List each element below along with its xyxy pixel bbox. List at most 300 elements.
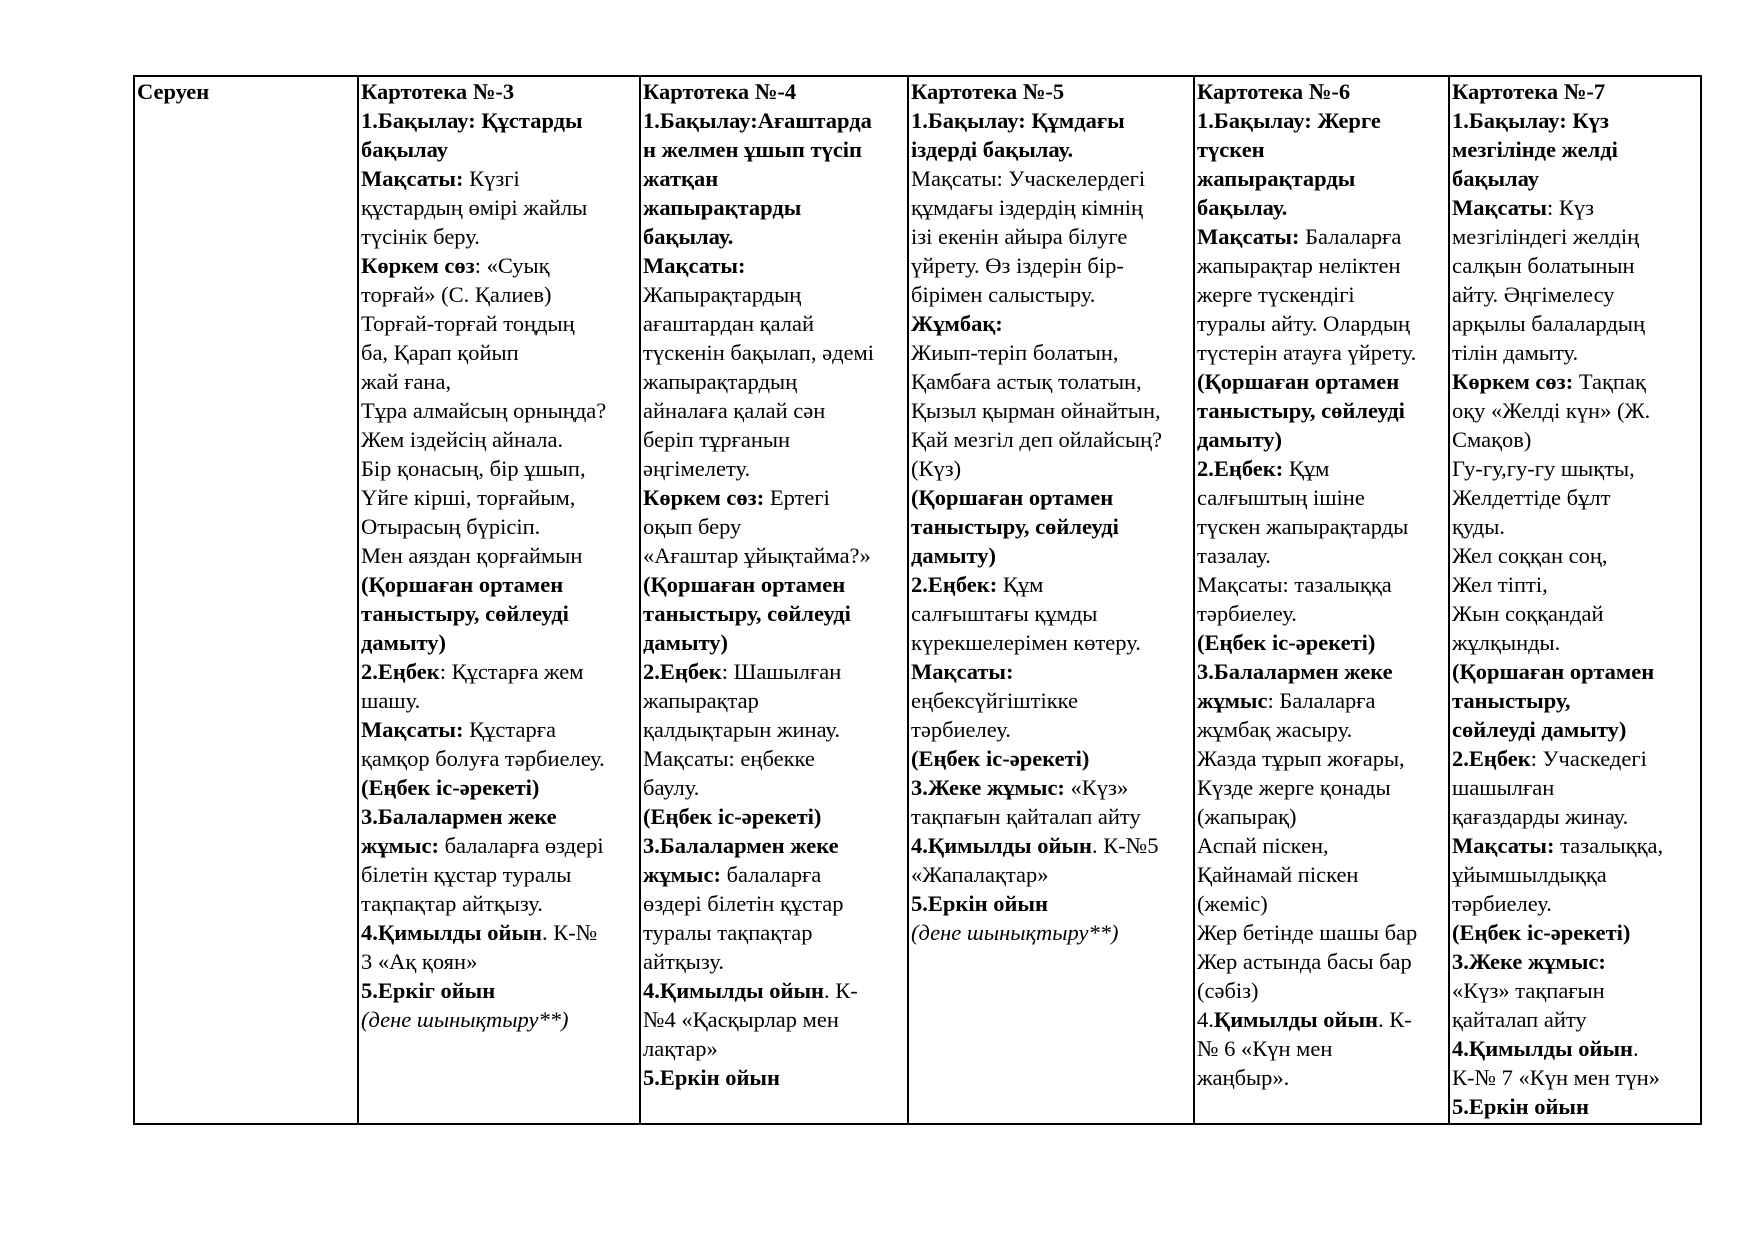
text-segment: 4.Қимылды ойын [361, 920, 542, 945]
text-segment: 5.Еркін ойын [1452, 1094, 1589, 1119]
text-segment: : Шашылған [721, 659, 842, 684]
text-segment: : Құстарға жем [439, 659, 584, 684]
text-line [1452, 860, 1698, 889]
text-line [911, 193, 1191, 222]
text-segment: қағаздарды жинау. [1452, 804, 1629, 829]
text-line [1452, 222, 1698, 251]
text-line [643, 947, 905, 976]
text-segment: салқын болатынын [1452, 253, 1635, 278]
text-line [643, 77, 905, 106]
text-line [911, 512, 1191, 541]
cell-col-5 [908, 76, 1194, 1124]
text-line [911, 599, 1191, 628]
text-segment: (Күз) [911, 456, 962, 481]
text-segment: Картотека №-6 [1197, 79, 1351, 104]
text-line [911, 396, 1191, 425]
text-line [1197, 164, 1446, 193]
text-line [1197, 744, 1446, 773]
text-segment: Мақсаты: тазалыққа [1197, 572, 1392, 597]
text-segment: Жел соққан соң, [1452, 543, 1608, 568]
text-segment: Жел тіпті, [1452, 572, 1548, 597]
text-line [1452, 686, 1698, 715]
text-line [643, 1063, 905, 1092]
text-line [1197, 309, 1446, 338]
text-segment: оқу «Желді күн» (Ж. [1452, 398, 1651, 423]
text-segment: (Қоршаған ортамен [1197, 369, 1400, 394]
text-line [1452, 1063, 1698, 1092]
text-line [911, 657, 1191, 686]
text-segment: Жазда тұрып жоғары, [1197, 746, 1405, 771]
text-line [1197, 773, 1446, 802]
text-line [1452, 976, 1698, 1005]
text-segment: арқылы балалардың [1452, 311, 1646, 336]
text-line [1197, 483, 1446, 512]
text-line [643, 860, 905, 889]
text-line [361, 483, 637, 512]
text-line [361, 570, 637, 599]
text-line [361, 338, 637, 367]
text-line [1197, 657, 1446, 686]
text-segment: түскен жапырақтарды [1197, 514, 1409, 539]
text-line [643, 976, 905, 1005]
text-line [643, 541, 905, 570]
text-segment: қуды. [1452, 514, 1505, 539]
text-line [361, 541, 637, 570]
text-segment: (Еңбек іс-әрекеті) [1197, 630, 1376, 655]
text-segment: 3.Балалармен жеке [1197, 659, 1393, 684]
text-segment: шашу. [361, 688, 421, 713]
text-segment: мезгіліндегі желдің [1452, 224, 1640, 249]
text-segment: беріп тұрғанын [643, 427, 791, 452]
text-segment: ба, Қарап қойып [361, 340, 519, 365]
text-segment: н желмен ұшып түсіп [643, 137, 863, 162]
text-segment: Мақсаты: [1452, 833, 1561, 858]
text-segment: (Қоршаған ортамен [911, 485, 1114, 510]
text-segment: туралы тақпақтар [643, 920, 813, 945]
text-segment: «Күз» тақпағын [1452, 978, 1605, 1003]
text-segment: Тұра алмайсың орныңда? [361, 398, 607, 423]
text-line [1452, 1005, 1698, 1034]
text-segment: Аспай піскен, [1197, 833, 1329, 858]
text-line [643, 193, 905, 222]
text-segment: жапырақтар неліктен [1197, 253, 1401, 278]
cell-col-7 [1449, 76, 1701, 1124]
text-segment: тәрбиелеу. [1452, 891, 1552, 916]
text-line [643, 1005, 905, 1034]
text-segment: 2.Еңбек [643, 659, 722, 684]
text-segment: «Ағаштар ұйықтайма?» [643, 543, 871, 568]
text-segment: Картотека №-7 [1452, 79, 1606, 104]
text-segment: Жер бетінде шашы бар [1197, 920, 1418, 945]
text-segment: 4.Қимылды ойын [1452, 1036, 1633, 1061]
text-segment: : Күз [1547, 195, 1595, 220]
text-line [1452, 77, 1698, 106]
text-segment: Картотека №-5 [911, 79, 1065, 104]
text-line [1197, 512, 1446, 541]
text-segment: Қай мезгіл деп ойлайсың? [911, 427, 1163, 452]
text-segment: түстерін атауға үйрету. [1197, 340, 1417, 365]
text-line [361, 860, 637, 889]
text-segment: үйрету. Өз іздерін бір- [911, 253, 1124, 278]
text-segment: балаларға [726, 862, 822, 887]
text-line [911, 425, 1191, 454]
text-line [1197, 106, 1446, 135]
table-row [134, 76, 1701, 1124]
text-segment: (жеміс) [1197, 891, 1268, 916]
text-segment: қайталап айту [1452, 1007, 1587, 1032]
text-line [643, 164, 905, 193]
text-line [1197, 425, 1446, 454]
row-header-label: Серуен [137, 79, 210, 104]
text-line [1452, 1092, 1698, 1121]
text-line [1452, 918, 1698, 947]
text-line [1197, 570, 1446, 599]
text-segment: №4 «Қасқырлар мен [643, 1007, 839, 1032]
text-segment: дамыту) [911, 543, 997, 568]
text-line [361, 425, 637, 454]
text-segment: айту. Әңгімелесу [1452, 282, 1615, 307]
text-line [643, 454, 905, 483]
text-segment: дамыту) [643, 630, 729, 655]
text-line [643, 744, 905, 773]
text-line [643, 367, 905, 396]
text-line [361, 396, 637, 425]
text-segment: түскенін бақылап, әдемі [643, 340, 874, 365]
text-segment: балаларға өздері [444, 833, 604, 858]
text-segment: күрекшелерімен көтеру. [911, 630, 1141, 655]
text-segment: К-№ 7 «Күн мен түн» [1452, 1065, 1660, 1090]
text-segment: 2.Еңбек [1452, 746, 1531, 771]
text-segment: лақтар» [643, 1036, 718, 1061]
text-segment: туралы айту. Олардың [1197, 311, 1411, 336]
text-segment: . К- [1378, 1007, 1412, 1032]
text-line [1197, 193, 1446, 222]
text-line [911, 483, 1191, 512]
text-segment: таныстыру, сөйлеуді [1197, 398, 1405, 423]
text-line [1197, 251, 1446, 280]
text-segment: тазалау. [1197, 543, 1271, 568]
text-segment: айтқызу. [643, 949, 724, 974]
text-line [911, 280, 1191, 309]
text-segment: Ертегі [769, 485, 830, 510]
text-line [361, 657, 637, 686]
text-segment: салғыштағы құмды [911, 601, 1098, 626]
text-line [361, 976, 637, 1005]
text-line [643, 802, 905, 831]
text-line [1452, 628, 1698, 657]
text-line [1452, 251, 1698, 280]
text-segment: сөйлеуді дамыту) [1452, 717, 1627, 742]
text-segment: жапырақтарды [1197, 166, 1356, 191]
text-line [1197, 715, 1446, 744]
text-segment: ұйымшылдыққа [1452, 862, 1607, 887]
text-line [361, 135, 637, 164]
text-line [1452, 309, 1698, 338]
text-line [361, 454, 637, 483]
text-line [643, 889, 905, 918]
text-line [361, 1005, 637, 1034]
text-segment: : Балаларға [1267, 688, 1376, 713]
text-segment: Көркем сөз: [1452, 369, 1579, 394]
text-line [911, 309, 1191, 338]
text-line [643, 251, 905, 280]
text-line [361, 715, 637, 744]
text-segment: тілін дамыту. [1452, 340, 1579, 365]
text-segment: түсінік беру. [361, 224, 480, 249]
text-segment: Отырасың бүрісіп. [361, 514, 541, 539]
text-line [361, 686, 637, 715]
text-segment: 1.Бақылау: Құстарды [361, 108, 583, 133]
text-line [361, 744, 637, 773]
text-segment: іздерді бақылау. [911, 137, 1074, 162]
text-segment: түскен [1197, 137, 1265, 162]
text-line [1197, 860, 1446, 889]
text-line [911, 773, 1191, 802]
text-segment: Күзгі [469, 166, 520, 191]
text-segment: Торғай-торғай тоңдың [361, 311, 575, 336]
text-line [1197, 802, 1446, 831]
text-segment: Жын соққандай [1452, 601, 1604, 626]
text-line [1452, 744, 1698, 773]
text-segment: білетін құстар туралы [361, 862, 572, 887]
text-segment: Қайнамай піскен [1197, 862, 1359, 887]
text-line [1452, 367, 1698, 396]
cell-col-6 [1194, 76, 1449, 1124]
text-line [643, 686, 905, 715]
text-line [1452, 802, 1698, 831]
text-line [911, 744, 1191, 773]
text-line [1452, 425, 1698, 454]
text-segment: : Учаскедегі [1530, 746, 1647, 771]
text-line [1452, 541, 1698, 570]
text-line [643, 338, 905, 367]
text-line [1197, 1034, 1446, 1063]
text-line [1452, 570, 1698, 599]
text-line [1197, 367, 1446, 396]
text-segment: 4. [1197, 1007, 1214, 1032]
text-segment: Көркем сөз: [643, 485, 770, 510]
text-line [911, 686, 1191, 715]
text-segment: (Қоршаған ортамен [643, 572, 846, 597]
text-segment: Смақов) [1452, 427, 1532, 452]
text-line [361, 918, 637, 947]
text-line [643, 425, 905, 454]
text-line [643, 1034, 905, 1063]
text-line [911, 715, 1191, 744]
text-line [911, 367, 1191, 396]
text-line [911, 918, 1191, 947]
text-segment: әңгімелету. [643, 456, 751, 481]
text-line [911, 251, 1191, 280]
text-segment: (Қоршаған ортамен [1452, 659, 1655, 684]
text-segment: Мақсаты: еңбекке [643, 746, 815, 771]
text-segment: оқып беру [643, 514, 742, 539]
text-line [1452, 889, 1698, 918]
text-line [911, 860, 1191, 889]
text-segment: тәрбиелеу. [911, 717, 1011, 742]
text-segment: бақылау [1452, 166, 1540, 191]
text-segment: Бір қонасың, бір ұшып, [361, 456, 586, 481]
text-segment: (Еңбек іс-әрекеті) [361, 775, 540, 800]
text-segment: жатқан [643, 166, 719, 191]
text-line [1452, 1034, 1698, 1063]
text-segment: (жапырақ) [1197, 804, 1297, 829]
text-segment: 3.Балалармен жеке [361, 804, 557, 829]
text-segment: «Күз» [1070, 775, 1129, 800]
text-line [911, 338, 1191, 367]
text-segment: дамыту) [361, 630, 447, 655]
text-segment: 4.Қимылды ойын [643, 978, 824, 1003]
text-segment: Мақсаты: [361, 717, 470, 742]
text-segment: Көркем сөз [361, 253, 475, 278]
text-line [361, 251, 637, 280]
text-segment: Жұмбақ: [911, 311, 1003, 336]
text-segment: ізі екенін айыра білуге [911, 224, 1128, 249]
text-segment: (Қоршаған ортамен [361, 572, 564, 597]
text-segment: таныстыру, сөйлеуді [911, 514, 1119, 539]
cell-col-4 [640, 76, 908, 1124]
text-segment: 2.Еңбек [361, 659, 440, 684]
text-line [643, 483, 905, 512]
text-segment: Күзде жерге қонады [1197, 775, 1391, 800]
text-line [1452, 599, 1698, 628]
text-segment: торғай» (С. Қалиев) [361, 282, 552, 307]
text-segment: Жер астында басы бар [1197, 949, 1412, 974]
text-line [911, 222, 1191, 251]
text-segment: 2.Еңбек: [911, 572, 1003, 597]
text-line [361, 367, 637, 396]
text-line [643, 222, 905, 251]
text-line [643, 715, 905, 744]
text-line [643, 280, 905, 309]
text-segment: айналаға қалай сән [643, 398, 826, 423]
text-segment: бірімен салыстыру. [911, 282, 1096, 307]
text-line [643, 396, 905, 425]
text-line [911, 889, 1191, 918]
text-segment: (сәбіз) [1197, 978, 1259, 1003]
text-line [361, 77, 637, 106]
text-line [361, 773, 637, 802]
text-segment: жұлқынды. [1452, 630, 1561, 655]
text-segment: шашылған [1452, 775, 1555, 800]
text-line [1452, 512, 1698, 541]
text-segment: (дене шынықтыру**) [361, 1007, 569, 1032]
text-line [1452, 280, 1698, 309]
text-segment: ағаштардан қалай [643, 311, 815, 336]
text-segment: (Еңбек іс-әрекеті) [1452, 920, 1631, 945]
text-line [1452, 715, 1698, 744]
text-line [1197, 454, 1446, 483]
text-line [911, 831, 1191, 860]
text-line [1452, 164, 1698, 193]
text-line [1452, 396, 1698, 425]
text-segment: Желдеттіде бұлт [1452, 485, 1611, 510]
text-segment: Мен аяздан қорғаймын [361, 543, 583, 568]
text-line [1197, 918, 1446, 947]
text-segment: Гу-гу,гу-гу шықты, [1452, 456, 1635, 481]
text-line [911, 628, 1191, 657]
text-segment: (Еңбек іс-әрекеті) [911, 746, 1090, 771]
text-line [1452, 483, 1698, 512]
text-line [361, 599, 637, 628]
text-line [1197, 541, 1446, 570]
text-segment: құстардың өмірі жайлы [361, 195, 588, 220]
text-segment: 3.Жеке жұмыс: [911, 775, 1071, 800]
text-line [643, 512, 905, 541]
text-segment: 5.Еркіг ойын [361, 978, 496, 1003]
text-segment: Құстарға [469, 717, 556, 742]
text-line [1197, 686, 1446, 715]
text-segment: жай ғана, [361, 369, 452, 394]
text-line [1197, 599, 1446, 628]
text-segment: жаңбыр». [1197, 1065, 1290, 1090]
text-segment: таныстыру, сөйлеуді [361, 601, 569, 626]
text-line [1452, 657, 1698, 686]
text-line [361, 889, 637, 918]
text-segment: 1.Бақылау: Құмдағы [911, 108, 1125, 133]
text-segment: құмдағы іздердің кімнің [911, 195, 1144, 220]
text-line [911, 802, 1191, 831]
text-line [1197, 222, 1446, 251]
text-line [643, 135, 905, 164]
text-segment: . К-№5 [1092, 833, 1159, 858]
text-segment: мезгілінде желді [1452, 137, 1618, 162]
text-line [1452, 338, 1698, 367]
text-line [643, 831, 905, 860]
text-line [1452, 831, 1698, 860]
text-segment: тақпақтар айтқызу. [361, 891, 543, 916]
text-segment: Жем іздейсің айнала. [361, 427, 564, 452]
text-segment: бақылау [361, 137, 449, 162]
text-segment: жапырақтарды [643, 195, 802, 220]
text-segment: . К-№ [542, 920, 598, 945]
text-line [1197, 976, 1446, 1005]
text-segment: Қамбаға астық толатын, [911, 369, 1142, 394]
text-segment: Мақсаты: [643, 253, 746, 278]
text-line [1452, 135, 1698, 164]
text-segment: таныстыру, сөйлеуді [643, 601, 851, 626]
text-line [1197, 889, 1446, 918]
text-segment: 5.Еркін ойын [643, 1065, 780, 1090]
text-line [1452, 947, 1698, 976]
text-segment: Жапырақтардың [643, 282, 802, 307]
text-segment: 4.Қимылды ойын [911, 833, 1092, 858]
text-segment: Мақсаты: [361, 166, 470, 191]
text-segment: таныстыру, [1452, 688, 1571, 713]
text-segment: . [1633, 1036, 1639, 1061]
text-line [361, 164, 637, 193]
text-segment: жұмбақ жасыру. [1197, 717, 1353, 742]
text-line [361, 628, 637, 657]
text-line [1197, 77, 1446, 106]
text-segment: тәрбиелеу. [1197, 601, 1297, 626]
text-line [643, 657, 905, 686]
text-segment: : «Суық [474, 253, 550, 278]
text-line [1452, 773, 1698, 802]
text-segment: Үйге кірші, торғайым, [361, 485, 576, 510]
text-segment: қамқор болуға тәрбиелеу. [361, 746, 605, 771]
text-segment: Қимылды ойын [1213, 1007, 1378, 1032]
text-segment: тазалыққа, [1560, 833, 1664, 858]
text-segment: салғыштың ішіне [1197, 485, 1365, 510]
text-segment: Жиып-теріп болатын, [911, 340, 1119, 365]
text-segment: 3.Жеке жұмыс: [1452, 949, 1606, 974]
text-segment: Құм [1288, 456, 1330, 481]
text-segment: дамыту) [1197, 427, 1283, 452]
text-line [643, 599, 905, 628]
row-header-cell [134, 76, 358, 1124]
text-segment: Картотека №-4 [643, 79, 797, 104]
